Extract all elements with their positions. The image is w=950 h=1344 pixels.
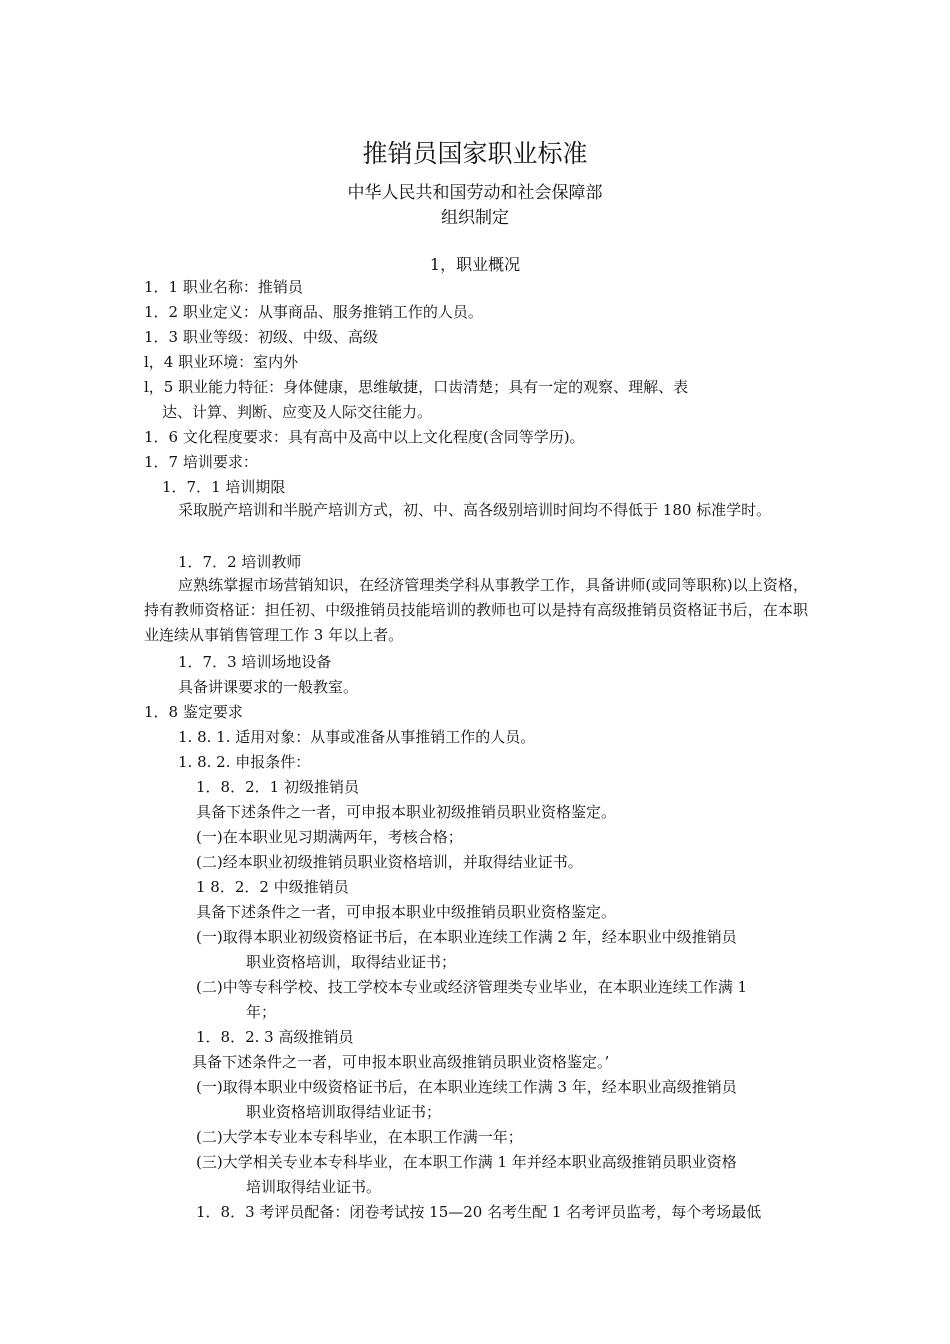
item-1-4: l，4 职业环境：室内外 [144,353,299,371]
item-1-1: 1．1 职业名称：推销员 [144,278,303,296]
item-1-3: 1．3 职业等级：初级、中级、高级 [144,328,378,346]
issuer: 中华人民共和国劳动和社会保障部 [347,183,603,203]
middle-condition-2: (二)中等专科学校、技工学校本专业或经济管理类专业毕业，在本职业连续工作满 1 [196,978,748,996]
item-1-7-3: 1．7．3 培训场地设备 [178,653,332,671]
item-1-8-3: 1．8．3 考评员配备：闭卷考试按 15—20 名考生配 1 名考评员监考，每个考场最低 [196,1203,762,1221]
item-1-7: 1．7 培训要求： [144,453,258,471]
paragraph-1-7-1: 采取脱产培训和半脱产培训方式，初、中、高各级别培训时间均不得低于 180 标准学时。 [178,501,772,519]
item-1-6: 1．6 文化程度要求：具有高中及高中以上文化程度(含同等学历)。 [144,428,585,446]
item-1-8-2-1: 1．8．2．1 初级推销员 [196,778,359,796]
item-1-8: 1．8 鉴定要求 [144,703,243,721]
item-1-2: 1．2 职业定义：从事商品、服务推销工作的人员。 [144,303,483,321]
senior-condition-2: (二)大学本专业本专科毕业，在本职工作满一年； [196,1128,523,1146]
item-1-8-2-2: 1 8．2．2 中级推销员 [196,878,349,896]
paragraph-1-7-2: 应熟练掌握市场营销知识，在经济管理类学科从事教学工作，具备讲师(或同等职称)以上资格，持有教师资格证：担任初、中级推销员技能培训的教师也可以是持有高级推销员资格证书后，在本职业连续从事销售管理工作 3 年以上者。 [144,576,808,644]
middle-condition-1-cont: 职业资格培训，取得结业证书； [246,953,457,971]
senior-condition-3: (三)大学相关专业本专科毕业，在本职工作满 1 年并经本职业高级推销员职业资格 [196,1153,737,1171]
junior-condition-2: (二)经本职业初级推销员职业资格培训，并取得结业证书。 [196,853,583,871]
senior-condition-3-cont: 培训取得结业证书。 [246,1178,382,1196]
item-1-8-2: 1. 8. 2. 申报条件： [178,753,311,771]
paragraph-1-7-3: 具备讲课要求的一般教室。 [178,678,359,696]
middle-condition-2-cont: 年； [246,1003,277,1021]
middle-condition-1: (一)取得本职业初级资格证书后，在本职业连续工作满 2 年，经本职业中级推销员 [196,928,737,946]
section-heading: 1，职业概况 [429,255,521,274]
senior-conditions: 具备下述条件之一者，可申报本职业高级推销员职业资格鉴定。’ [192,1053,610,1071]
issuer-note: 组织制定 [441,208,509,228]
middle-conditions: 具备下述条件之一者，可申报本职业中级推销员职业资格鉴定。 [196,903,617,921]
junior-condition-1: (一)在本职业见习期满两年，考核合格； [196,828,463,846]
item-1-5: l，5 职业能力特征：身体健康，思维敏捷，口齿清楚；具有一定的观察、理解、表 [144,378,689,396]
junior-conditions: 具备下述条件之一者，可申报本职业初级推销员职业资格鉴定。 [196,803,617,821]
senior-condition-1-cont: 职业资格培训取得结业证书； [246,1103,442,1121]
senior-condition-1: (一)取得本职业中级资格证书后，在本职业连续工作满 3 年，经本职业高级推销员 [196,1078,737,1096]
document-title: 推销员国家职业标准 [362,139,588,168]
item-1-7-1: 1．7．1 培训期限 [162,478,286,496]
item-1-7-2: 1．7．2 培训教师 [178,553,302,571]
item-1-5-cont: 达、计算、判断、应变及人际交往能力。 [162,403,433,421]
item-1-8-1: 1. 8. 1. 适用对象：从事或准备从事推销工作的人员。 [178,728,536,746]
item-1-8-2-3: 1．8．2. 3 高级推销员 [196,1028,354,1046]
